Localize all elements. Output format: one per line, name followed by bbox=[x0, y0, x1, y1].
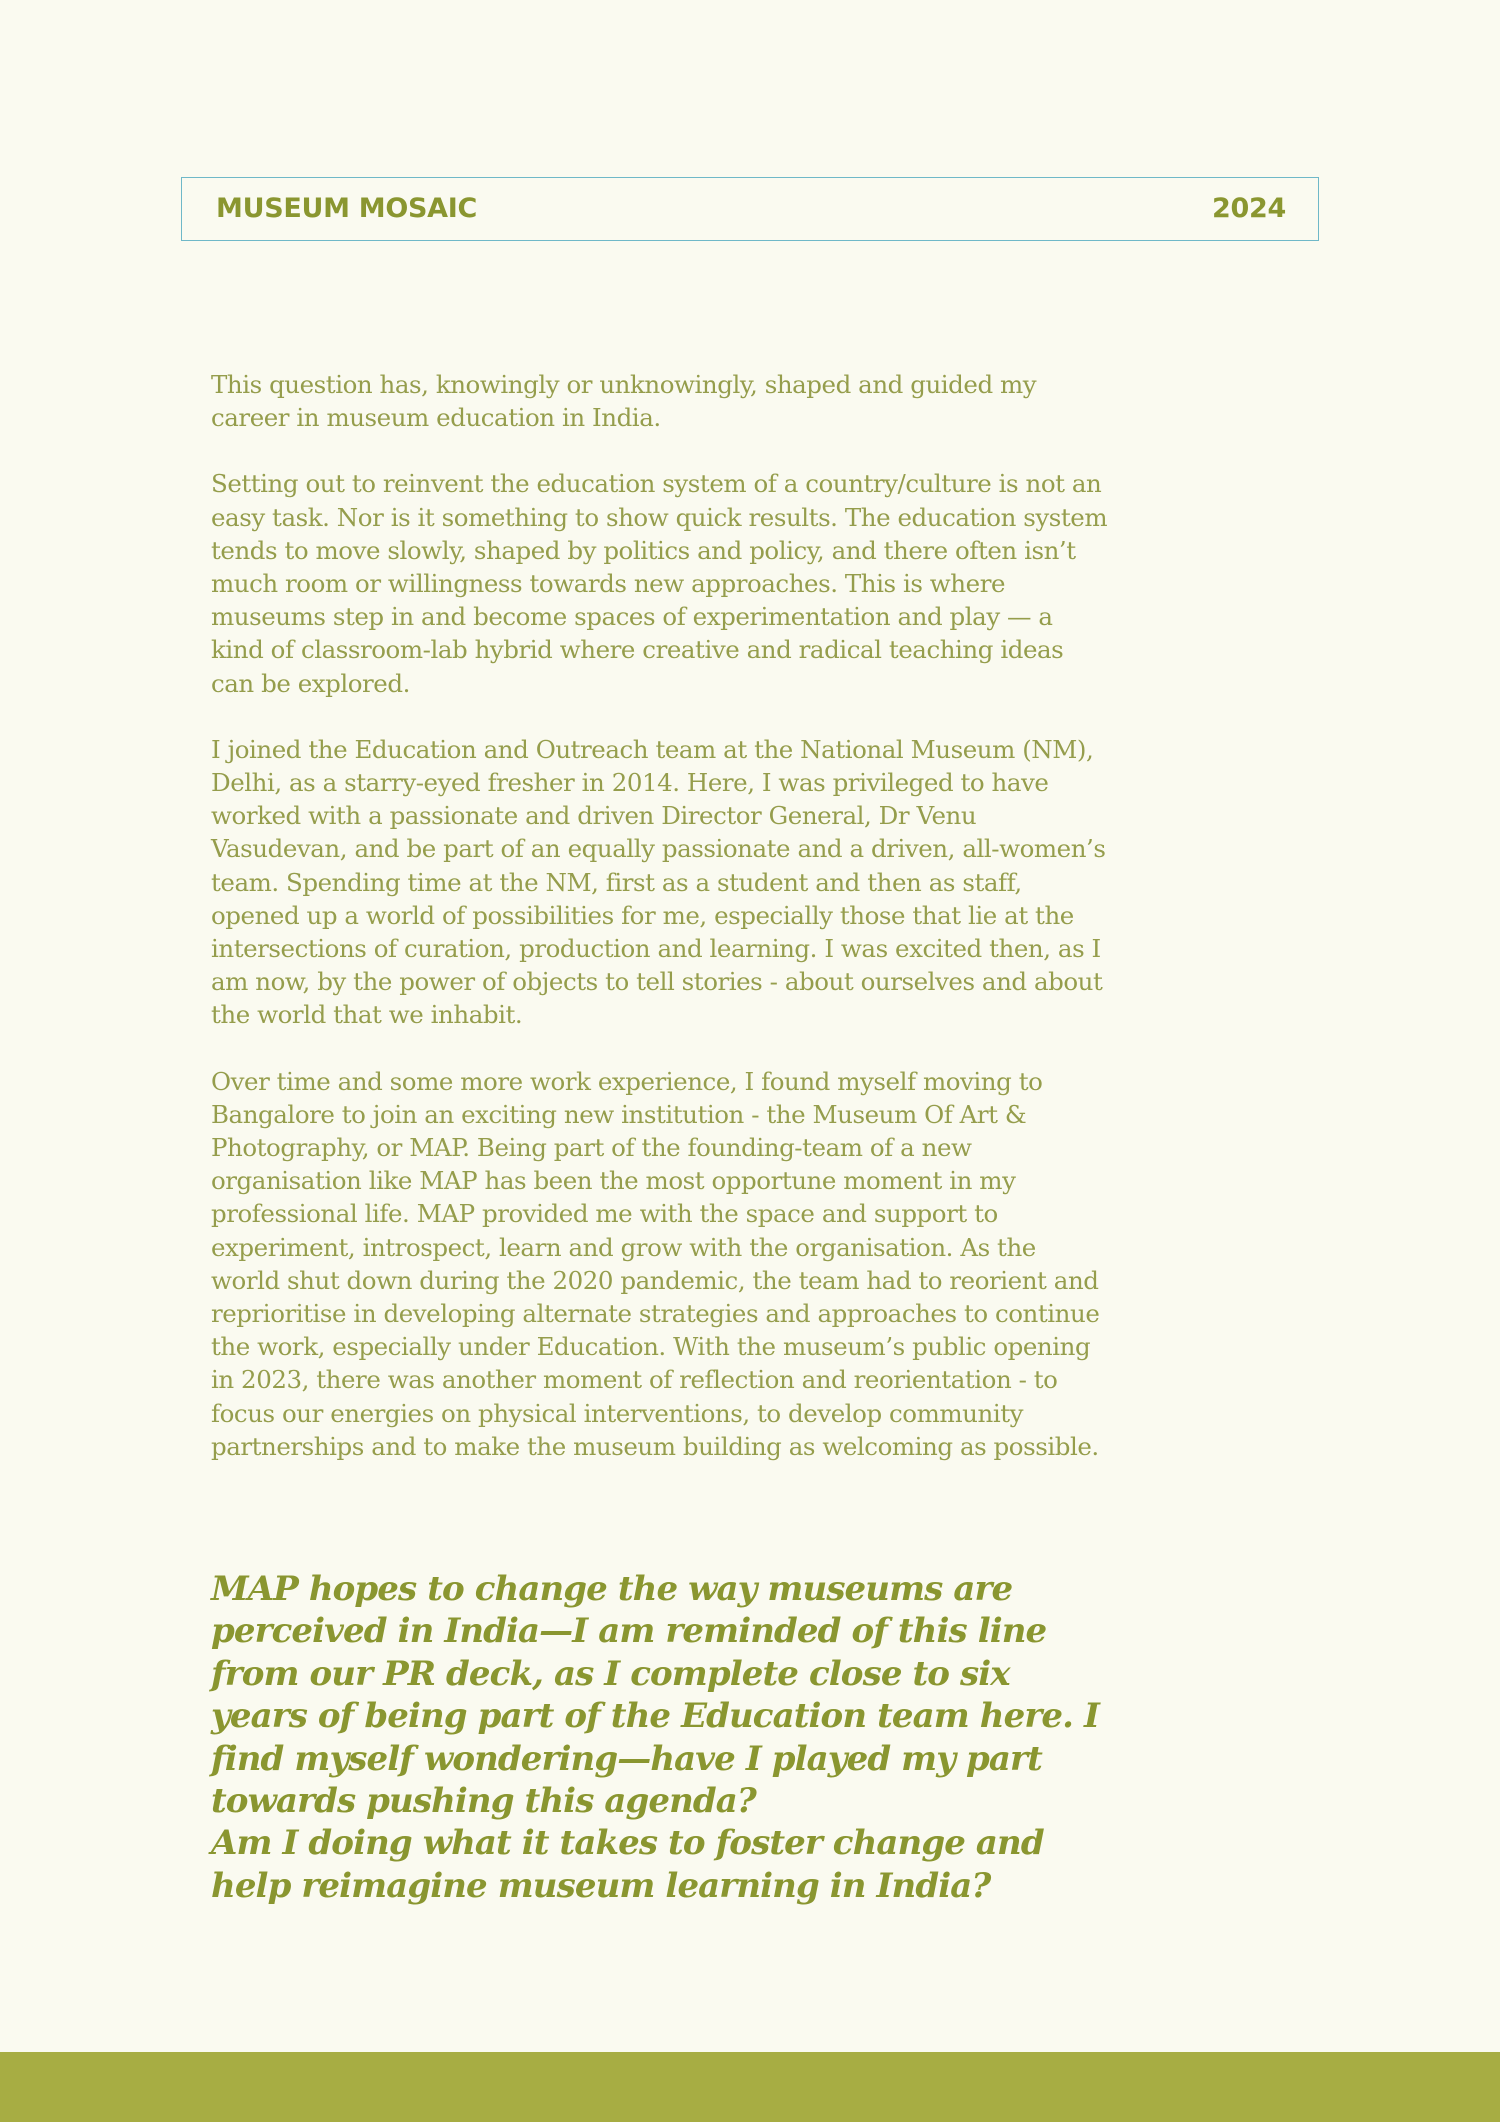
paragraph-map: Over time and some more work experience, I found myself moving to Bangalore to join an exciting new institution - the Museum Of Art & Photography, or MAP. Being part of the founding-team of a new organisation like MAP has been the most opportune moment in my professional life. MAP provided me with the space and support to experiment, introspect, learn and grow with the organisation. As the world shut down during the 2020 pandemic, the team had to reorient and reprioritise in developing alternate strategies and approaches to continue the work, especially under Education. With the museum’s public opening in 2023, there was another moment of reflection and reorientation - to focus our energies on physical interventions, to develop community partnerships and to make the museum building as welcoming as possible. bbox=[211, 1066, 1100, 1461]
paragraph-education-system: Setting out to reinvent the education system of a country/culture is not an easy task. Nor is it something to show quick results. The education system tends to move slowly, shaped by politics and policy, and there often isn’t much room or willingness towards new approaches. This is where museums step in and become spaces of experimentation and play — a kind of classroom-lab hybrid where creative and radical teaching ideas can be explored. bbox=[211, 469, 1108, 698]
header-bar bbox=[181, 177, 1319, 241]
footer-band bbox=[0, 2052, 1500, 2122]
pull-quote-line-1: MAP hopes to change the way museums are perceived in India—I am reminded of this line from our PR deck, as I complete close to six years of being part of the Education team here. I find myself wondering—have I played my part towards pushing this agenda? bbox=[211, 1569, 1099, 1822]
paragraph-intro: This question has, knowingly or unknowingly, shaped and guided my career in museum education in India. bbox=[211, 370, 1037, 433]
article-body bbox=[211, 368, 1111, 1496]
paragraph-national-museum: I joined the Education and Outreach team at the National Museum (NM), Delhi, as a starry-eyed fresher in 2014. Here, I was privileged to have worked with a passionate and driven Director General, Dr Venu Vasudevan, and be part of an equally passionate and a driven, all-women’s team. Spending time at the NM, first as a student and then as staff, opened up a world of possibilities for me, especially those that lie at the intersections of curation, production and learning. I was excited then, as I am now, by the power of objects to tell stories - about ourselves and about the world that we inhabit. bbox=[211, 734, 1106, 1030]
publication-year: 2024 bbox=[1212, 193, 1286, 224]
pull-quote bbox=[211, 1568, 1111, 1907]
pull-quote-line-2: Am I doing what it takes to foster change and help reimagine museum learning in India? bbox=[211, 1823, 1044, 1906]
publication-title: MUSEUM MOSAIC bbox=[216, 193, 477, 224]
